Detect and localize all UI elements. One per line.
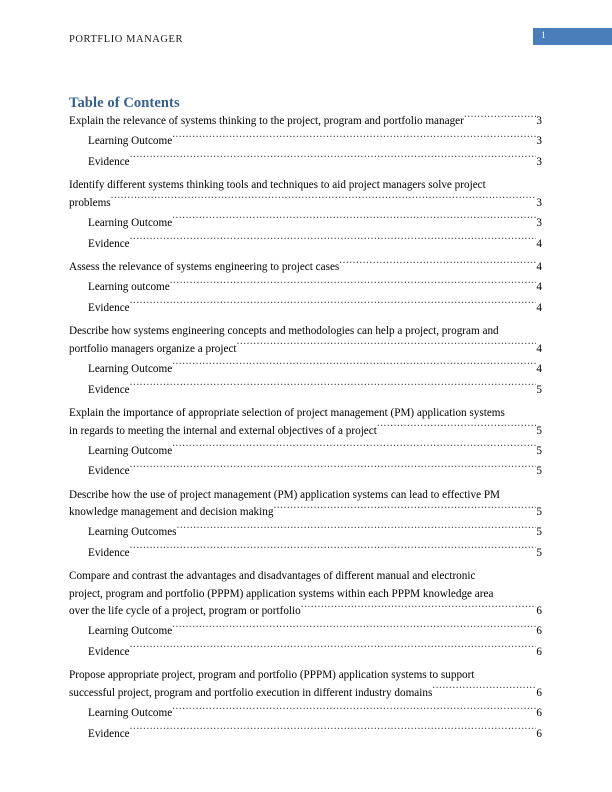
toc-entry-text: Learning Outcomes xyxy=(88,526,177,539)
toc-entry-row xyxy=(88,154,542,172)
toc-dot-leader xyxy=(464,113,537,124)
toc-entry-text: problems xyxy=(69,196,111,209)
toc-entry-text: portfolio managers organize a project xyxy=(69,342,237,355)
toc-page-number: 3 xyxy=(536,196,542,209)
toc-entry-text: Evidence xyxy=(88,465,130,478)
toc-entry-level-1[interactable] xyxy=(69,487,542,522)
toc-page-number: 4 xyxy=(536,362,542,375)
toc-entry-text: Evidence xyxy=(88,727,130,740)
toc-entry-text: Evidence xyxy=(88,646,130,658)
toc-dot-leader xyxy=(130,545,537,556)
toc-entry-level-2[interactable] xyxy=(88,279,542,297)
toc-entry-text-line: Explain the importance of appropriate selection of project management (PM) application systems xyxy=(69,406,505,419)
toc-entry-row xyxy=(88,524,542,542)
toc-entry-level-2[interactable] xyxy=(88,705,542,723)
toc-page-number: 5 xyxy=(536,526,542,539)
toc-entry-row xyxy=(88,361,542,379)
toc-page-number: 5 xyxy=(536,383,542,396)
toc-entry-level-2[interactable] xyxy=(88,133,542,151)
toc-entry-row xyxy=(88,463,542,481)
toc-dot-leader xyxy=(377,422,537,433)
toc-entry-text: Learning Outcome xyxy=(88,362,173,375)
toc-dot-leader xyxy=(432,685,536,696)
toc-entry-text-line: Compare and contrast the advantages and disadvantages of different manual and electronic xyxy=(69,570,476,583)
toc-dot-leader xyxy=(172,442,536,453)
toc-page-number: 5 xyxy=(536,444,542,457)
toc-dot-leader xyxy=(177,524,537,535)
toc-entry-row xyxy=(88,623,542,641)
toc-page-number: 4 xyxy=(536,342,542,355)
toc-page-number: 4 xyxy=(536,301,542,314)
toc-page-number: 5 xyxy=(536,506,542,519)
toc-entry-level-2[interactable] xyxy=(88,726,542,744)
toc-dot-leader xyxy=(172,623,536,634)
toc-entry-row xyxy=(88,300,542,318)
toc-entry-level-1[interactable] xyxy=(69,113,542,131)
toc-entry-text: in regards to meeting the internal and external objectives of a project xyxy=(69,424,377,437)
toc-page-number: 3 xyxy=(536,135,542,148)
toc-page-number: 3 xyxy=(536,216,542,229)
toc-entry-text: Learning Outcome xyxy=(88,707,173,720)
toc-entry-text: Evidence xyxy=(88,237,130,250)
running-header-title: PORTFLIO MANAGER xyxy=(69,34,184,45)
toc-page-number: 6 xyxy=(536,727,542,740)
toc-entry-text: Learning Outcome xyxy=(88,625,173,638)
toc-entry-row xyxy=(69,603,542,621)
toc-entry-row xyxy=(88,545,542,563)
toc-entry-text-line: Describe how the use of project management (PM) application systems can lead to effective PM xyxy=(69,488,501,501)
toc-entry-row xyxy=(69,504,542,522)
toc-dot-leader xyxy=(237,341,537,352)
toc-page-number: 4 xyxy=(536,281,542,294)
toc-dot-leader xyxy=(130,381,537,392)
toc-page-number: 6 xyxy=(536,646,542,658)
page-number-badge: 1 xyxy=(533,28,612,45)
toc-entry-level-2[interactable] xyxy=(88,300,542,318)
toc-entry-row xyxy=(69,259,542,277)
toc-page-number: 6 xyxy=(536,625,542,638)
toc-dot-leader xyxy=(130,235,537,246)
toc-entry-level-1[interactable] xyxy=(69,568,542,620)
toc-entry-level-1[interactable] xyxy=(69,667,542,702)
toc-dot-leader xyxy=(339,259,536,270)
toc-page-number: 5 xyxy=(536,546,542,559)
toc-entry-level-2[interactable] xyxy=(88,524,542,542)
toc-dot-leader xyxy=(301,603,537,614)
toc-entry-text: Learning outcome xyxy=(88,281,170,294)
toc-page-number: 5 xyxy=(536,424,542,437)
toc-entry-level-2[interactable] xyxy=(88,545,542,563)
toc-entry-text: Learning Outcome xyxy=(88,216,173,229)
toc-entry-row xyxy=(88,705,542,723)
toc-entry-text: Evidence xyxy=(88,301,130,314)
toc-dot-leader xyxy=(130,300,537,311)
toc-dot-leader xyxy=(273,504,536,515)
toc-entry-row xyxy=(88,726,542,744)
toc-entry-text: Evidence xyxy=(88,383,130,396)
toc-entry-level-2[interactable] xyxy=(88,235,542,253)
toc-entry-text: successful project, program and portfolio execution in different industry domains xyxy=(69,687,433,699)
toc-entry-level-2[interactable] xyxy=(88,381,542,399)
toc-entry-row xyxy=(88,381,542,399)
toc-dot-leader xyxy=(130,463,537,474)
toc-entry-row xyxy=(69,113,542,131)
toc-entry-row xyxy=(88,215,542,233)
toc-dot-leader xyxy=(130,154,537,165)
toc-entry-level-2[interactable] xyxy=(88,442,542,460)
toc-entry-level-1[interactable] xyxy=(69,405,542,440)
toc-entry-row xyxy=(69,422,542,440)
toc-entry-row xyxy=(88,133,542,151)
toc-entry-text: Evidence xyxy=(88,155,130,168)
toc-entry-text-line: Propose appropriate project, program and portfolio (PPPM) application systems to support xyxy=(69,669,475,682)
toc-entry-text: Learning Outcome xyxy=(88,444,173,457)
toc-entry-level-2[interactable] xyxy=(88,623,542,641)
toc-dot-leader xyxy=(172,705,536,716)
toc-entry-text: over the life cycle of a project, program or portfolio xyxy=(69,605,301,618)
toc-entry-level-2[interactable] xyxy=(88,215,542,233)
toc-entry-level-2[interactable] xyxy=(88,361,542,379)
toc-page-number: 4 xyxy=(536,237,542,250)
toc-entry-text: Explain the relevance of systems thinking to the project, program and portfolio manager xyxy=(69,115,464,128)
toc-entry-text-line: Identify different systems thinking tools and techniques to aid project managers solve project xyxy=(69,179,486,192)
toc-entry-text: Assess the relevance of systems engineering to project cases xyxy=(69,261,340,274)
toc-entry-row xyxy=(88,235,542,253)
toc-entry-row xyxy=(69,341,542,359)
toc-page-number: 5 xyxy=(536,465,542,478)
toc-entry-text: Learning Outcome xyxy=(88,135,173,148)
toc-entry-row xyxy=(69,685,542,703)
toc-dot-leader xyxy=(172,133,536,144)
toc-page-number: 6 xyxy=(536,707,542,720)
toc-entry-level-1[interactable] xyxy=(69,259,542,277)
toc-entry-level-2[interactable] xyxy=(88,154,542,172)
toc-entry-text-line: project, program and portfolio (PPPM) application systems within each PPPM knowledge area xyxy=(69,587,494,600)
toc-entry-text: knowledge management and decision making xyxy=(69,506,274,519)
toc-entry-row xyxy=(88,442,542,460)
toc-page-number: 4 xyxy=(536,261,542,274)
toc-dot-leader xyxy=(130,726,537,737)
toc-dot-leader xyxy=(172,361,536,372)
table-of-contents-list xyxy=(69,113,542,746)
toc-entry-row xyxy=(88,644,542,662)
toc-page-number: 6 xyxy=(536,687,542,699)
toc-page-number: 6 xyxy=(536,605,542,618)
toc-entry-text-line: Describe how systems engineering concepts and methodologies can help a project, program and xyxy=(69,325,499,338)
toc-entry-text: Evidence xyxy=(88,546,130,559)
toc-entry-level-2[interactable] xyxy=(88,463,542,481)
toc-entry-level-1[interactable] xyxy=(69,323,542,358)
toc-entry-row xyxy=(69,195,542,213)
toc-entry-row xyxy=(88,279,542,297)
toc-page-number: 3 xyxy=(536,115,542,128)
toc-dot-leader xyxy=(170,279,537,290)
toc-dot-leader xyxy=(172,215,536,226)
toc-entry-level-2[interactable] xyxy=(88,644,542,662)
toc-dot-leader xyxy=(130,644,537,655)
toc-page-number: 3 xyxy=(536,155,542,168)
table-of-contents-heading: Table of Contents xyxy=(69,95,180,111)
toc-entry-level-1[interactable] xyxy=(69,177,542,212)
toc-dot-leader xyxy=(111,195,537,206)
